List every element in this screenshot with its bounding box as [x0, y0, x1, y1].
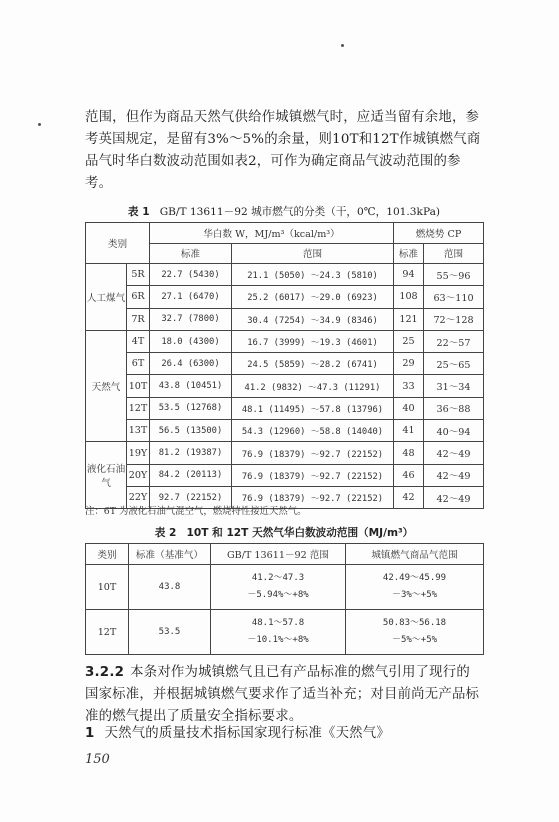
- header-cp-standard: 标准: [394, 243, 424, 264]
- city-percent: －3%～+5%: [391, 590, 438, 600]
- wobbe-standard: 22.7 (5430): [150, 264, 232, 286]
- table-2-title: 10T 和 12T 天然气华白数波动范围（MJ/m³）: [186, 527, 414, 539]
- gb-range-cell: [211, 565, 346, 610]
- cp-standard: 48: [394, 442, 424, 464]
- wobbe-standard: 81.2 (19387): [150, 442, 232, 464]
- wobbe-standard: 26.4 (6300): [150, 353, 232, 375]
- cp-range: 25～65: [424, 353, 484, 375]
- cp-standard: 41: [394, 420, 424, 442]
- table-row: [86, 565, 484, 610]
- gb-range: 41.2～47.3: [251, 573, 305, 583]
- gas-code: 19Y: [127, 442, 150, 464]
- wobbe-range: 24.5 (5859) ～28.2 (6741): [232, 353, 394, 375]
- standard-value: 43.8: [129, 565, 211, 610]
- wobbe-standard: 92.7 (22152): [150, 486, 232, 508]
- cp-standard: 33: [394, 375, 424, 397]
- cp-standard: 121: [394, 308, 424, 330]
- gas-code: 5R: [127, 264, 150, 286]
- city-range-cell: [346, 610, 484, 655]
- table-1-label: 表 1: [127, 206, 150, 218]
- wobbe-standard: 84.2 (20113): [150, 464, 232, 486]
- cp-standard: 108: [394, 286, 424, 308]
- scan-speck: [341, 44, 344, 47]
- header-city-range: 城镇燃气商品气范围: [346, 544, 484, 565]
- gas-code: 6T: [127, 353, 150, 375]
- wobbe-range: 16.7 (3999) ～19.3 (4601): [232, 330, 394, 352]
- table-row: [86, 397, 484, 419]
- table-1-note: 注：6T 为液化石油气混空气，燃烧特性接近天然气。: [85, 506, 307, 517]
- wobbe-range: 76.9 (18379) ～92.7 (22152): [232, 442, 394, 464]
- gas-code: 20Y: [127, 464, 150, 486]
- table-row: [86, 264, 484, 286]
- section-number: 3.2.2: [85, 665, 125, 680]
- header-wobbe-standard: 标准: [150, 243, 232, 264]
- city-range: 42.49～45.99: [382, 573, 447, 583]
- section-text: 本条对作为城镇燃气且已有产品标准的燃气引用了现行的国家标准，并根据城镇燃气要求作了适当补充；对目前尚无产品标准的燃气提出了质量安全指标要求。: [85, 665, 480, 724]
- wobbe-standard: 27.1 (6470): [150, 286, 232, 308]
- table-row: [86, 286, 484, 308]
- table-1-title: GB/T 13611－92 城市燃气的分类（干，0℃，101.3kPa): [159, 206, 441, 218]
- cp-range: 42～49: [424, 486, 484, 508]
- gas-code: 7R: [127, 308, 150, 330]
- gas-code: 12T: [127, 397, 150, 419]
- item-text: 天然气的质量技术指标国家现行标准《天然气》: [104, 726, 390, 741]
- city-range: 50.83～56.18: [382, 618, 447, 628]
- cp-range: 36～88: [424, 397, 484, 419]
- table-2-label: 表 2: [154, 527, 177, 539]
- wobbe-range: 76.9 (18379) ～92.7 (22152): [232, 464, 394, 486]
- table-row: [86, 610, 484, 655]
- body-paragraph: 范围，但作为商品天然气供给作城镇燃气时，应适当留有余地，参考英国规定，是留有3%～5%的余量，则10T和12T作城镇燃气商品气时华白数波动范围如表2，可作为确定商品气波动范围的参考。: [85, 110, 481, 191]
- wobbe-fluctuation-table: [85, 543, 484, 655]
- gas-code: 10T: [127, 375, 150, 397]
- header-wobbe: 华白数 W，MJ/m³（kcal/m³）: [150, 223, 394, 244]
- wobbe-range: 41.2 (9832) ～47.3 (11291): [232, 375, 394, 397]
- city-range-cell: [346, 565, 484, 610]
- wobbe-range: 30.4 (7254) ～34.9 (8346): [232, 308, 394, 330]
- wobbe-standard: 53.5 (12768): [150, 397, 232, 419]
- group-name: 天然气: [86, 330, 127, 441]
- cp-standard: 46: [394, 464, 424, 486]
- cp-range: 55～96: [424, 264, 484, 286]
- table-row: [86, 442, 484, 464]
- cp-standard: 42: [394, 486, 424, 508]
- cp-standard: 40: [394, 397, 424, 419]
- cp-standard: 94: [394, 264, 424, 286]
- cp-range: 63～110: [424, 286, 484, 308]
- wobbe-range: 54.3 (12960) ～58.8 (14040): [232, 420, 394, 442]
- group-name: 液化石油气: [86, 442, 127, 509]
- table-row: [86, 420, 484, 442]
- cp-standard: 29: [394, 353, 424, 375]
- wobbe-range: 25.2 (6017) ～29.0 (6923): [232, 286, 394, 308]
- gas-code: 10T: [86, 565, 129, 610]
- cp-range: 31～34: [424, 375, 484, 397]
- cp-range: 40～94: [424, 420, 484, 442]
- cp-standard: 25: [394, 330, 424, 352]
- header-cp-range: 范围: [424, 243, 484, 264]
- standard-value: 53.5: [129, 610, 211, 655]
- page-number: 150: [85, 752, 110, 767]
- cp-range: 22～57: [424, 330, 484, 352]
- wobbe-range: 48.1 (11495) ～57.8 (13796): [232, 397, 394, 419]
- table-row: [86, 308, 484, 330]
- wobbe-standard: 32.7 (7800): [150, 308, 232, 330]
- cp-range: 42～49: [424, 442, 484, 464]
- section-paragraph: [85, 662, 483, 728]
- header-standard: 标准（基准气）: [129, 544, 211, 565]
- city-percent: －5%～+5%: [391, 635, 438, 645]
- gas-code: 6R: [127, 286, 150, 308]
- table-row: [86, 330, 484, 352]
- gas-classification-table: [85, 222, 484, 509]
- gas-code: 22Y: [127, 486, 150, 508]
- header-wobbe-range: 范围: [232, 243, 394, 264]
- wobbe-range: 21.1 (5050) ～24.3 (5810): [232, 264, 394, 286]
- header-category: 类别: [86, 223, 150, 264]
- table-1-caption: [85, 205, 483, 219]
- gb-range-cell: [211, 610, 346, 655]
- table-2-caption: [85, 526, 483, 540]
- table-row: [86, 464, 484, 486]
- wobbe-standard: 43.8 (10451): [150, 375, 232, 397]
- scan-speck: [38, 123, 41, 126]
- header-category: 类别: [86, 544, 129, 565]
- wobbe-standard: 18.0 (4300): [150, 330, 232, 352]
- gas-code: 4T: [127, 330, 150, 352]
- group-name: 人工煤气: [86, 264, 127, 331]
- gas-code: 13T: [127, 420, 150, 442]
- table-row: [86, 353, 484, 375]
- cp-range: 42～49: [424, 464, 484, 486]
- header-cp: 燃烧势 CP: [394, 223, 484, 244]
- item-number: 1: [85, 726, 95, 741]
- table-row: [86, 375, 484, 397]
- list-paragraph: [85, 723, 483, 745]
- cp-range: 72～128: [424, 308, 484, 330]
- wobbe-range: 76.9 (18379) ～92.7 (22152): [232, 486, 394, 508]
- gb-percent: －10.1%～+8%: [247, 635, 309, 645]
- wobbe-standard: 56.5 (13500): [150, 420, 232, 442]
- gb-range: 48.1～57.8: [251, 618, 305, 628]
- gas-code: 12T: [86, 610, 129, 655]
- header-gb-range: GB/T 13611－92 范围: [211, 544, 346, 565]
- gb-percent: －5.94%～+8%: [247, 590, 309, 600]
